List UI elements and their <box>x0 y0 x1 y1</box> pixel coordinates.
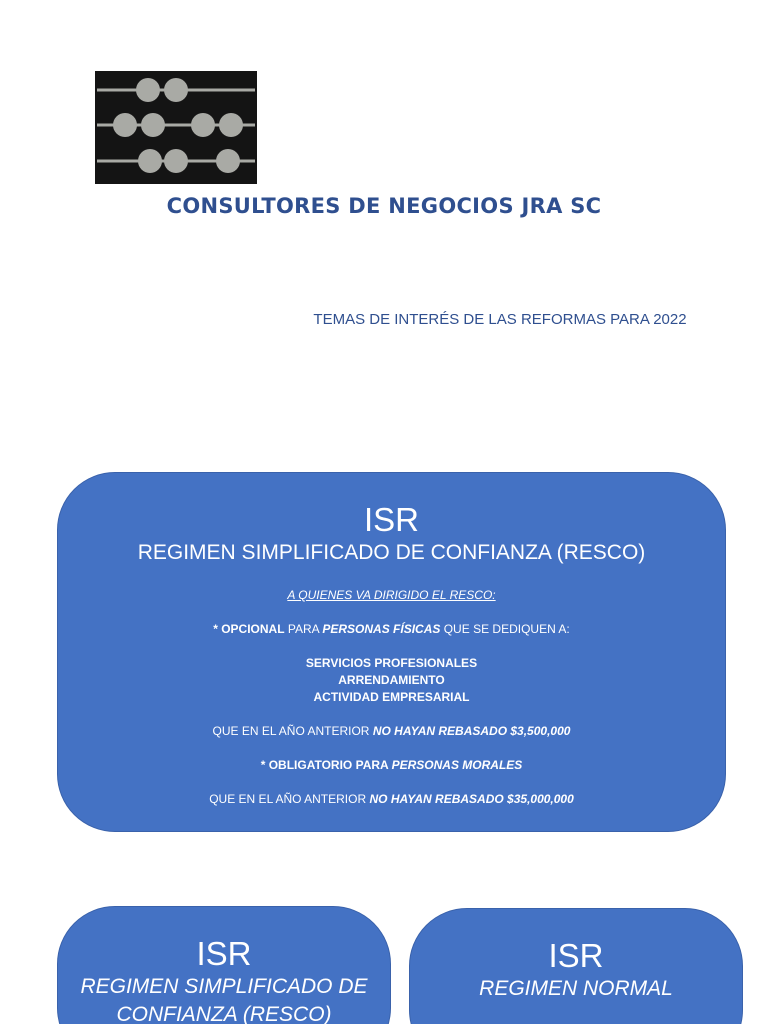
card-title: ISR <box>363 501 419 538</box>
card-subtitle: REGIMEN NORMAL <box>479 977 673 1000</box>
limit-1-prefix: QUE EN EL AÑO ANTERIOR <box>212 724 373 738</box>
company-name: CONSULTORES DE NEGOCIOS JRA SC <box>166 194 602 218</box>
abacus-logo <box>95 71 257 184</box>
mandatory-line <box>58 757 725 774</box>
limit-line-1 <box>58 723 725 740</box>
card-resco-detail <box>57 906 391 1024</box>
activity-item: ACTIVIDAD EMPRESARIAL <box>313 690 470 704</box>
optional-persons: PERSONAS FÍSICAS <box>322 622 441 636</box>
activity-item: ARRENDAMIENTO <box>338 673 445 687</box>
limit-2-prefix: QUE EN EL AÑO ANTERIOR <box>209 792 370 806</box>
card-title: ISR <box>548 937 604 974</box>
resco-heading <box>58 587 725 604</box>
optional-line <box>58 621 725 638</box>
optional-para: PARA <box>284 622 323 636</box>
mandatory-label: * OBLIGATORIO PARA <box>260 758 392 772</box>
optional-rest: QUE SE DEDIQUEN A: <box>440 622 570 636</box>
card-resco-overview <box>57 472 726 832</box>
mandatory-persons: PERSONAS MORALES <box>391 758 523 772</box>
card-subtitle: REGIMEN SIMPLIFICADO DE CONFIANZA (RESCO) <box>80 975 368 1024</box>
card-title: ISR <box>196 935 252 972</box>
optional-label: * OPCIONAL <box>213 622 285 636</box>
card-regimen-normal <box>409 908 743 1024</box>
limit-2-amount: NO HAYAN REBASADO $35,000,000 <box>369 792 574 806</box>
limit-line-2 <box>58 791 725 808</box>
card-subtitle: REGIMEN SIMPLIFICADO DE CONFIANZA (RESCO) <box>137 541 646 564</box>
limit-1-amount: NO HAYAN REBASADO $3,500,000 <box>372 724 571 738</box>
activity-item: SERVICIOS PROFESIONALES <box>305 656 478 670</box>
activities-list <box>58 655 725 706</box>
resco-heading-text: A QUIENES VA DIRIGIDO EL RESCO: <box>287 588 496 602</box>
document-subtitle: TEMAS DE INTERÉS DE LAS REFORMAS PARA 2022 <box>313 311 687 328</box>
